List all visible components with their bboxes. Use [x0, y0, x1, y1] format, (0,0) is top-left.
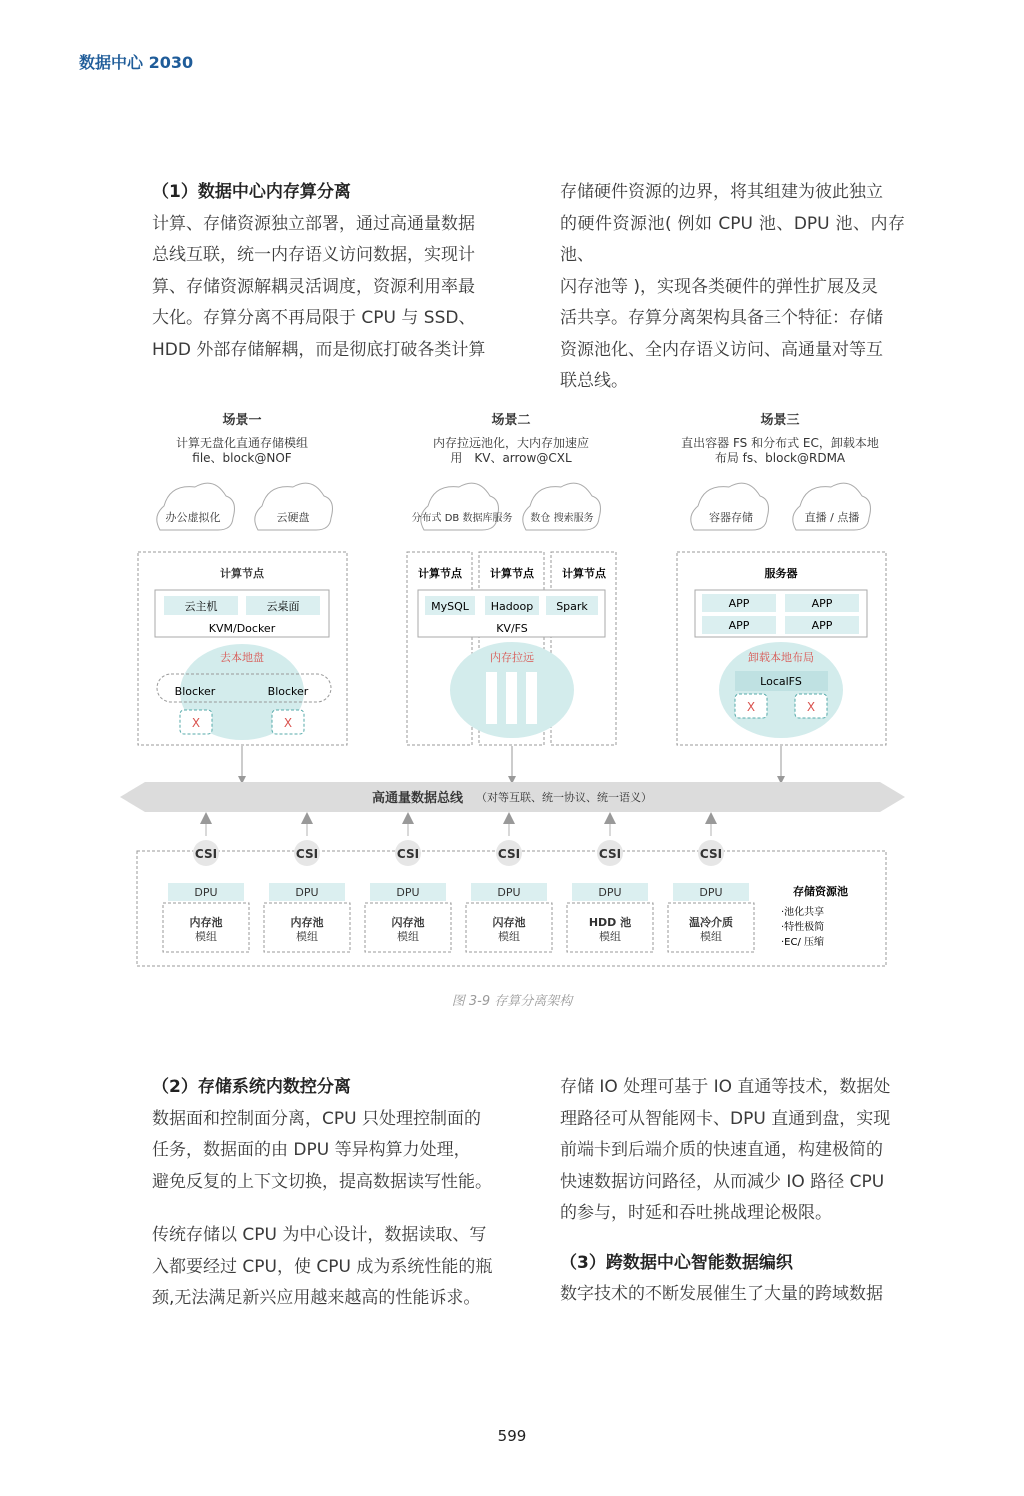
module-sub: 模组	[296, 930, 318, 943]
text-line: 存储 IO 处理可基于 IO 直通等技术，数据处	[560, 1077, 891, 1097]
text-line: 计算、存储资源独立部署，通过高通量数据	[152, 213, 475, 234]
app-label: APP	[728, 597, 750, 610]
pool-feature: ·池化共享	[781, 907, 825, 918]
dpu-label: DPU	[396, 886, 420, 899]
module-name: 闪存池	[492, 916, 526, 929]
module-name: 内存池	[189, 916, 223, 929]
module-name: 闪存池	[391, 916, 425, 929]
text-line: 数字技术的不断发展催生了大量的跨域数据	[560, 1284, 883, 1304]
csi-label: CSI	[396, 847, 420, 861]
text-line: 避免反复的上下文切换，提高数据读写性能。	[152, 1171, 492, 1192]
text-line: 任务，数据面的由 DPU 等异构算力处理，	[152, 1140, 471, 1160]
scenario1-desc1: 计算无盘化直通存储模组	[175, 436, 309, 450]
csi-label: CSI	[699, 847, 723, 861]
section2-right-column	[560, 1072, 905, 1311]
scenario3-title: 场景三	[760, 413, 800, 428]
platform-label: KV/FS	[496, 622, 528, 635]
module-sub: 模组	[700, 930, 722, 943]
cloud-label: 办公虚拟化	[165, 511, 221, 524]
text-line: 传统存储以 CPU 为中心设计，数据读取、写	[152, 1225, 487, 1245]
x-mark-icon: X	[283, 716, 293, 730]
section2-heading: （2）存储系统内数控分离	[152, 1077, 351, 1097]
module-sub: 模组	[397, 930, 419, 943]
node-title: 计算节点	[490, 567, 534, 580]
app-label: APP	[811, 619, 833, 632]
blocker-label: Blocker	[174, 685, 216, 698]
pool-feature: ·特性极简	[781, 922, 825, 933]
dpu-label: DPU	[194, 886, 218, 899]
module-sub: 模组	[498, 930, 520, 943]
app-label: 云桌面	[266, 600, 300, 613]
module-sub: 模组	[195, 930, 217, 943]
storage-pool-title: 存储资源池	[793, 885, 848, 898]
dpu-label: DPU	[497, 886, 521, 899]
localfs-label: LocalFS	[760, 675, 802, 688]
memory-bar	[486, 672, 497, 724]
pool-feature: ·EC/ 压缩	[781, 937, 825, 948]
text-line: 颈,无法满足新兴应用越来越高的性能诉求。	[152, 1288, 481, 1308]
text-line: 的硬件资源池( 例如 CPU 池、DPU 池、内存池、	[560, 213, 905, 265]
csi-label: CSI	[295, 847, 319, 861]
scenario3-node-title: 服务器	[764, 567, 798, 580]
scenario1-node-title: 计算节点	[220, 567, 264, 580]
node-title: 计算节点	[562, 567, 606, 580]
pool-label: 内存拉远	[490, 651, 534, 664]
app-label: MySQL	[431, 600, 469, 613]
dpu-label: DPU	[598, 886, 622, 899]
scenario2-title: 场景二	[491, 413, 531, 428]
page-number: 599	[497, 1427, 527, 1445]
platform-label: KVM/Docker	[208, 622, 276, 635]
csi-label: CSI	[194, 847, 218, 861]
text-line: 总线互联，统一内存语义访问数据，实现计	[152, 245, 475, 265]
blocker-label: Blocker	[267, 685, 309, 698]
text-line: 快速数据访问路径，从而减少 IO 路径 CPU	[560, 1171, 885, 1192]
pool-label: 去本地盘	[220, 651, 264, 664]
module-name: HDD 池	[588, 916, 632, 929]
text-line: 数据面和控制面分离，CPU 只处理控制面的	[152, 1108, 481, 1129]
bus-label: 高通量数据总线	[372, 791, 464, 806]
text-line: 联总线。	[560, 371, 628, 391]
app-label: Hadoop	[490, 600, 534, 613]
dpu-label: DPU	[295, 886, 319, 899]
x-mark-icon: X	[191, 716, 201, 730]
text-line: 算、存储资源解耦灵活调度，资源利用率最	[152, 276, 475, 297]
pool-label: 卸载本地布局	[748, 651, 814, 664]
csi-label: CSI	[497, 847, 521, 861]
scenario2-desc1: 内存拉远池化，大内存加速应	[432, 436, 590, 450]
section2-left-column	[152, 1072, 497, 1315]
text-line: 闪存池等 )，实现各类硬件的弹性扩展及灵	[560, 276, 879, 297]
text-line: 存储硬件资源的边界，将其组建为彼此独立	[560, 182, 883, 202]
cloud-label: 容器存储	[709, 511, 753, 524]
text-line: HDD 外部存储解耦，而是彻底打破各类计算	[152, 339, 486, 360]
module-name: 内存池	[290, 916, 324, 929]
text-line: 入都要经过 CPU，使 CPU 成为系统性能的瓶	[152, 1256, 493, 1277]
app-label: Spark	[556, 600, 588, 613]
section3-heading: （3）跨数据中心智能数据编织	[560, 1252, 793, 1273]
scenario3-desc1: 直出容器 FS 和分布式 EC，卸载本地	[681, 436, 879, 450]
running-header: 数据中心 2030	[79, 53, 194, 72]
scenario3-desc2: 布局 fs、block@RDMA	[714, 451, 846, 465]
node-title: 计算节点	[418, 567, 462, 580]
scenario1-desc2: file、block@NOF	[192, 451, 292, 465]
cloud-label: 直播 / 点播	[804, 511, 860, 524]
cloud-label: 分布式 DB 数据库服务	[411, 513, 513, 524]
text-line: 的参与，时延和吞吐挑战理论极限。	[560, 1203, 832, 1223]
app-label: APP	[811, 597, 833, 610]
x-mark-icon: X	[806, 700, 816, 714]
csi-label: CSI	[598, 847, 622, 861]
text-line: 理路径可从智能网卡、DPU 直通到盘，实现	[560, 1108, 891, 1129]
scenario1-title: 场景一	[222, 413, 262, 428]
module-sub: 模组	[599, 930, 621, 943]
cloud-label: 数仓 搜索服务	[530, 513, 594, 524]
dpu-label: DPU	[699, 886, 723, 899]
memory-bar	[526, 672, 537, 724]
text-line: 大化。存算分离不再局限于 CPU 与 SSD、	[152, 308, 476, 328]
text-line: 前端卡到后端介质的快速直通，构建极简的	[560, 1140, 883, 1160]
app-label: APP	[728, 619, 750, 632]
scenario2-desc2: 用 KV、arrow@CXL	[450, 451, 572, 465]
section1-heading: （1）数据中心内存算分离	[152, 182, 351, 202]
x-mark-icon: X	[746, 700, 756, 714]
bus-sub-label: （对等互联、统一协议、统一语义）	[476, 791, 652, 804]
text-line: 资源池化、全内存语义访问、高通量对等互	[560, 339, 883, 360]
memory-bar	[506, 672, 517, 724]
figure-caption: 图 3-9 存算分离架构	[451, 994, 573, 1009]
module-name: 温冷介质	[689, 916, 733, 929]
app-label: 云主机	[184, 600, 218, 613]
text-line: 活共享。存算分离架构具备三个特征：存储	[560, 308, 883, 328]
cloud-label: 云硬盘	[276, 511, 310, 524]
